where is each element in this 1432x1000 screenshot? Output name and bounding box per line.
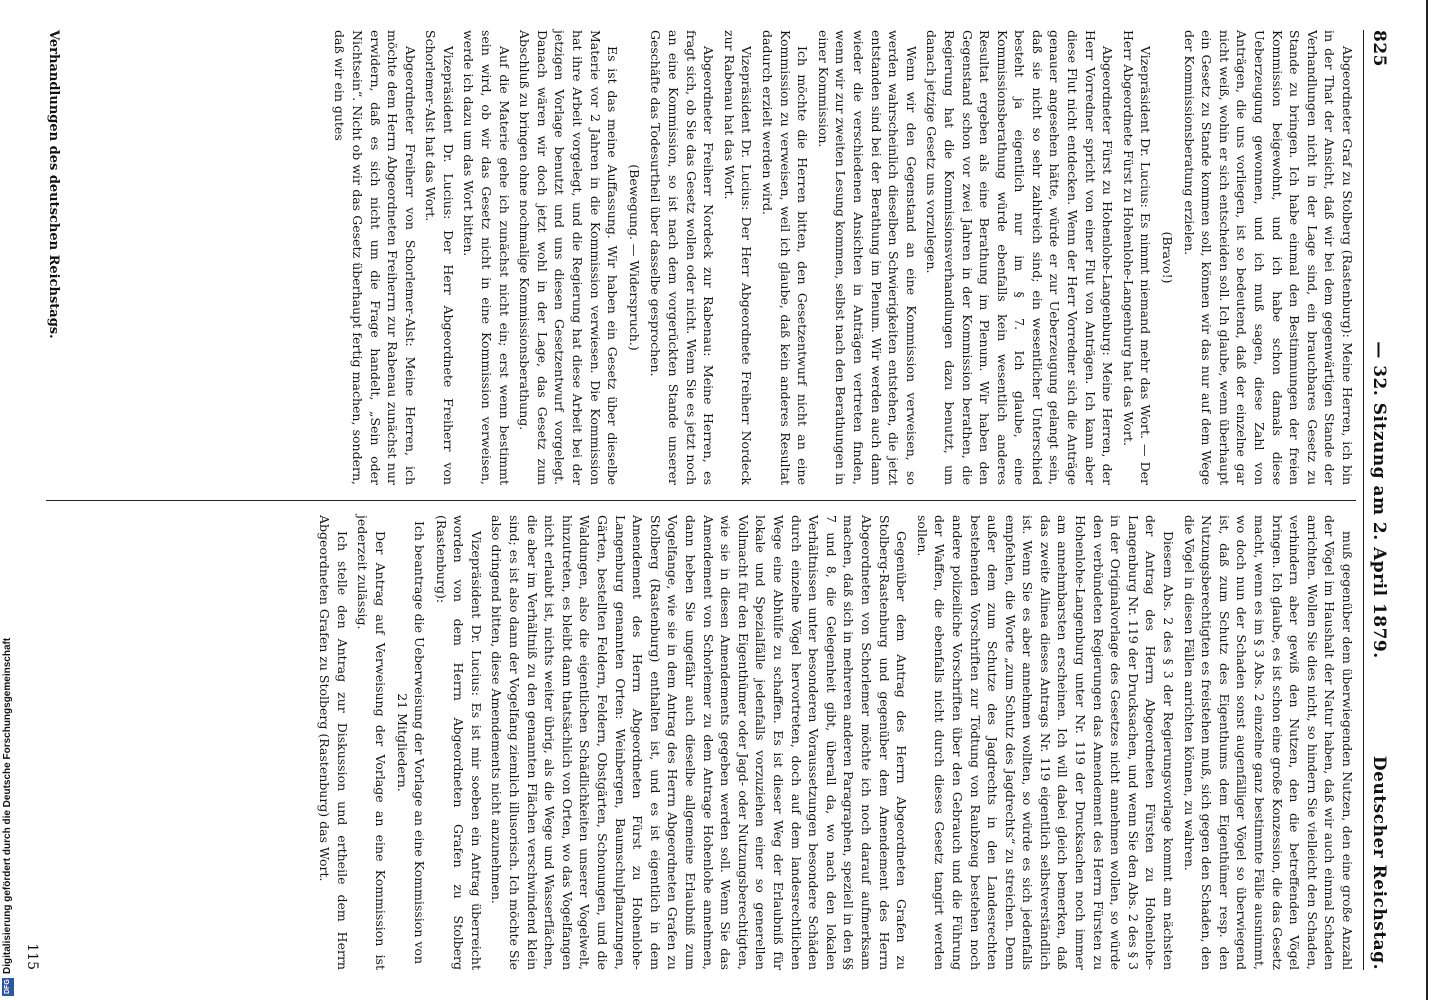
page-number: 825 <box>1369 30 1389 67</box>
dfg-logo-icon: DFG <box>2 978 14 996</box>
paragraph: Ich möchte die Herren bitten, den Gesetzentwurf nicht an eine Kommission zu verweisen, weil ich glaube, daß kein anderes Resultat dadurch erzielt werden wird. <box>760 30 811 485</box>
paragraph: Abgeordneter Freiherr Nordeck zur Rabenau: Meine Herren, es fragt sich, ob Sie das Gesetz wollen oder nicht. Wenn Sie es jetzt noch an eine Kommission, so ist nach dem vorgerückten Stande unserer Geschäfte das Todesurtheil über dasselbe gesprochen. <box>648 30 717 485</box>
paragraph: Vizepräsident Dr. Lucius: Es nimmt niemand mehr das Wort. — Der Herr Abgeordnete Fürst zu Hohenlohe-Langenburg hat das Wort. <box>1120 30 1154 485</box>
header-rule <box>1363 30 1364 970</box>
paragraph: Diesem Abs. 2 des § 3 der Regierungsvorlage kommt am nächsten der Antrag des Herrn Abgeordneten Fürsten zu Hohenlohe-Langenburg Nr. 119 der Drucksachen, und wenn Sie den Abs. 2 des § 3 in der Originalvorlage des Gesetzes nicht annehmen wollen, so würde den verbündeten Regierungen das Amendement des Herrn Fürsten zu Hohenlohe-Langenburg unter Nr. 119 der Drucksachen noch immer am annehmbarsten erscheinen. Ich will dabei gleich bemerken, daß das zweite Alinea dieses Antrags Nr. 119 eigentlich selbstverständlich ist. Wenn Sie es aber annehmen wollten, so würde es sich jedenfalls empfehlen, die Worte „zum Schutz des Jagdrechts“ zu streichen. Denn außer dem zum Schutze des Jagdrechts in den Landesrechten bestehenden Vorschriften zur Tödtung von Raubzeug bestehen noch andere polizeiliche Vorschriften über den Gebrauch und die Führung der Waffen, die ebenfalls nicht durch dieses Gesetz tangirt werden sollen. <box>914 515 1177 970</box>
paragraph: Vizepräsident Dr. Lucius: Es ist mir soeben ein Antrag überreicht worden von dem Herrn Abgeordneten Grafen zu Stolberg (Rastenburg): <box>433 515 484 970</box>
column-divider <box>46 500 1356 501</box>
paragraph: Vizepräsident Dr. Lucius: Der Herr Abgeordnete Freiherr von Schorlemer-Alst hat das Wort. <box>423 30 456 485</box>
paragraph: Gegenüber dem Antrag des Herrn Abgeordneten Grafen zu Stolberg-Rastenburg und gegenüber dem Amendement des Herrn Abgeordneten von Schorlemer möchte ich noch darauf aufmerksam machen, daß sich in mehreren anderen Paragraphen, speziell in den §§ 7 und 8, die Gelegenheit gibt, überall da, wo nach den lokalen Verhältnissen unter besonderen Voraussetzungen besondere Schäden durch einzelne Vögel hervortreten, doch auf dem landesrechtlichen Wege eine Abhülfe zu schaffen. Es ist dieser Weg der Erlaubniß für lokale und Spezialfälle jedenfalls vorzuziehen einer so generellen Vollmacht für den Eigenthümer oder Jagd- oder Nutzungsberechtigten, wie sie in diesen Amendements gegeben werden soll. Wenn Sie das Amendement von Schorlemer zu dem Antrage Hohenlohe annehmen, dann heben Sie ungefähr auch dieselbe allgemeine Erlaubniß zum Vogelfange, wie sie in dem Antrag des Herrn Abgeordneten Grafen zu Stolberg (Rastenburg) enthalten ist, und es ist eigentlich in dem Amendement des Herrn Abgeordneten Fürst zu Hohenlohe-Langenburg genannten Orten: Weinbergen, Baumschulpflanzungen, Gärten, bestellten Feldern, Feldern, Obstgärten, Schonungen, und die Waldungen, also die eigentlichen Schädlichkeiten unserer Vogelwelt, hinzutreten, es bleibt dann thatsächlich von Orten, wo das Vogelfangen nicht erlaubt ist, nichts weiter übrig, als die Wege und Wasserflächen, die aber im Verhältniß zu den genannten Flächen verschwindend klein sind; es ist also dann der Vogelfang ziemlich illusorisch. Ich möchte Sie also dringend bitten, diese Amendements nicht anzunehmen. <box>489 515 910 970</box>
paragraph: Es ist das meine Auffassung. Wir haben ein Gesetz über dieselbe Materie vor 2 Jahren in die Kommission verwiesen. Die Kommission hat ihre Arbeit vorgelegt, und die Regierung hat diese Arbeit bei der jetzigen Vorlage benutzt und uns diesen Gesetzentwurf vorgelegt. Danach wären wir doch jetzt wohl in der Lage, das Gesetz zum Abschluß zu bringen ohne nochmalige Kommissionsberathung. <box>517 30 621 485</box>
paragraph: Auf die Materie gehe ich zunächst nicht ein; erst wenn bestimmt sein wird, ob wir das Gesetz nicht in eine Kommission verweisen, werde ich dazu um das Wort bitten. <box>461 30 512 485</box>
right-column <box>313 515 1356 970</box>
paragraph: muß gegenüber dem überwiegenden Nutzen, den eine große Anzahl der Vögel im Haushalt der Natur haben, daß wir auch einmal Schaden anrichten. Wollen Sie dies nicht, so hindern Sie vielleicht den Schaden, verhindern aber gewiß den Nutzen, den die betreffenden Vögel bringen. Ich glaube, es ist schon eine große Konzession, die das Gesetz macht, wenn es im § 3 Abs. 2 einzelne ganz bestimmte Fälle ausnimmt, wo doch nun der Schaden sonst augenfälliger Vögel so überwiegend ist, daß zum Schutz des Eigenthums dem Eigenthümer resp. den Nutzungsberechtigten es freistehen muß, sich gegen den Schaden, den die Vögel in diesen Fällen anrichten können, zu wahren. <box>1181 515 1355 970</box>
left-column <box>328 30 1356 485</box>
credit-sidebar <box>0 0 17 1000</box>
paragraph: Ich beantrage die Ueberweisung der Vorlage an eine Kommission von 21 Mitgliedern. <box>394 520 428 965</box>
sheet-number: 115 <box>24 943 40 970</box>
paragraph: Ich stelle den Antrag zur Diskussion und ertheile dem Herrn Abgeordneten Grafen zu Stolberg (Rastenburg) das Wort. <box>317 515 350 970</box>
paragraph: (Bewegung. — Widerspruch.) <box>626 164 642 351</box>
publication-title: Deutscher Reichstag. <box>1369 755 1389 970</box>
page-edge <box>1426 0 1428 1000</box>
scanned-page <box>16 0 1416 1000</box>
page-header <box>1366 30 1392 970</box>
paragraph: Abgeordneter Freiherr von Schorlemer-Alst: Meine Herren, ich möchte dem Herrn Abgeordneten Freiherrn zur Rabenau zunächst nur erwidern, daß es sich nicht um die Frage handelt, „Sein oder Nichtsein“. Nicht ob wir das Gesetz überhaupt fertig machen, sondern, daß wir ein gutes <box>332 30 418 485</box>
digitization-credit: Digitalisierung gefördert durch die Deutsche Forschungsgemeinschaft <box>2 637 13 974</box>
paragraph: (Bravo!) <box>1160 231 1176 284</box>
session-date: — 32. Sitzung am 2. April 1879. <box>1369 341 1389 659</box>
paragraph: Abgeordneter Graf zu Stolberg (Rastenburg): Meine Herren, ich bin in der That der Ansicht, daß wir bei dem gegenwärtigen Stande der Verhandlungen nicht in der Lage sind, ein brauchbares Gesetz zu Stande zu bringen. Ich habe einmal den Bestimmungen der freien Kommission beigewohnt, und ich habe schon damals diese Ueberzeugung gewonnen, und ich muß sagen, diese Zahl von Anträgen, die uns vorliegen, ist so bedeutend, daß der einzelne gar nicht weiß, wohin er sich entscheiden soll. Ich glaube, wenn überhaupt ein Gesetz zu Stande kommen soll, können wir das nur auf dem Wege der Kommissionsberatung erzielen. <box>1181 30 1355 485</box>
page-content <box>16 0 1416 1000</box>
sheet-signature: Verhandlungen des deutschen Reichstags. <box>46 30 61 339</box>
paragraph: Der Antrag auf Verweisung der Vorlage an eine Kommission ist jederzeit zulässig. <box>355 515 388 970</box>
paragraph: Vizepräsident Dr. Lucius: Der Herr Abgeordnete Freiherr Nordeck zur Rabenau hat das Wort. <box>721 30 755 485</box>
paragraph: Abgeordneter Fürst zu Hohenlohe-Langenburg: Meine Herren, der Herr Vorredner spricht von einer Flut von Anträgen. Ich kann aber diese Flut nicht entdecken. Wenn der Herr Vorredner sich die Anträge genauer angesehen hätte, würde er zur Ueberzeugung gelangt sein, daß sie nicht so sehr zahlreich sind; ein wesentlicher Unterschied besteht ja eigentlich nur im § 7. Ich glaube, eine Kommissionsberathung würde ebenfalls kein wesentlich anderes Resultat ergeben als eine Berathung im Plenum. Wir haben den Gegenstand schon vor zwei Jahren in der Kommission berathen, die Regierung hat die Kommissionsverhandlungen dazu benutzt, um danach jetzige Gesetz uns vorzulegen. <box>924 30 1116 485</box>
paragraph: Wenn wir den Gegenstand an eine Kommission verweisen, so werden wahrscheinlich dieselben Schwierigkeiten entstehen, die jetzt entstanden sind bei der Berathung im Plenum. Wir werden auch dann wieder die verschiedenen Ansichten in Anträgen vertreten finden, wenn wir zur zweiten Lesung kommen, selbst nach den Berathungen in einer Kommission. <box>815 30 919 485</box>
